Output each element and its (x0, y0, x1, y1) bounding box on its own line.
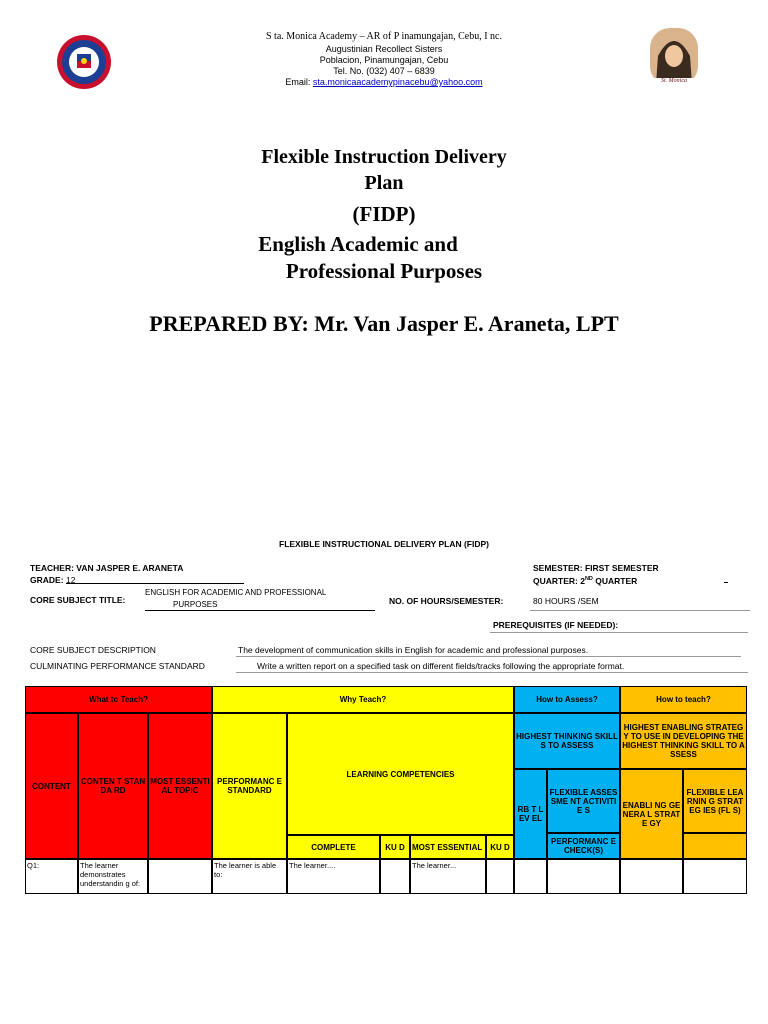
row-rbt (514, 859, 547, 894)
quarter-underline (724, 582, 728, 583)
kud-header-2: KU D (486, 835, 514, 859)
row-kud-1 (380, 859, 410, 894)
what-to-teach-header: What to Teach? (25, 686, 212, 713)
flexible-learning-header: FLEXIBLE LEARNIN G STRATEG IES (FL S) (683, 769, 747, 833)
title-line1: Flexible Instruction Delivery (261, 146, 507, 168)
content-header: CONTENT (25, 713, 78, 859)
how-to-teach-header: How to teach? (620, 686, 747, 713)
how-to-assess-header: How to Assess? (514, 686, 620, 713)
performance-checks-header: PERFORMANC E CHECK(S) (547, 833, 620, 859)
prereq-label: PREREQUISITES (IF NEEDED): (493, 620, 619, 630)
grade-label: GRADE: (30, 575, 64, 585)
description-label: CORE SUBJECT DESCRIPTION (30, 645, 156, 655)
core-subject-underline (145, 610, 375, 611)
description-value: The development of communication skills in English for academic and professional purposes. (238, 645, 589, 655)
row-assessment (547, 859, 620, 894)
content-standard-header: CONTEN T STANDA RD (78, 713, 148, 859)
description-underline (236, 656, 741, 657)
kud-header-1: KU D (380, 835, 410, 859)
row-essential: The learner... (410, 859, 486, 894)
core-subject-value-1: ENGLISH FOR ACADEMIC AND PROFESSIONAL (145, 588, 327, 597)
core-subject-label: CORE SUBJECT TITLE: (30, 595, 126, 605)
learning-competencies-header: LEARNING COMPETENCIES (287, 713, 514, 835)
title-line2: Plan (364, 172, 404, 194)
email-label: Email: (285, 77, 313, 87)
quarter-suffix: QUARTER (592, 575, 638, 586)
letterhead-line2: Augustinian Recollect Sisters (325, 44, 443, 54)
saint-caption: St. Monica (661, 78, 687, 84)
row-complete: The learner.... (287, 859, 380, 894)
hours-underline (530, 610, 750, 611)
form-heading: FLEXIBLE INSTRUCTIONAL DELIVERY PLAN (FIDP) (279, 539, 489, 549)
hours-value: 80 HOURS /SEM (533, 596, 599, 606)
prereq-underline (490, 632, 748, 633)
row-enabling (620, 859, 683, 894)
performance-standard-header: PERFORMANC E STANDARD (212, 713, 287, 859)
highest-thinking-header: HIGHEST THINKING SKILLS TO ASSESS (514, 713, 620, 769)
row-kud-2 (486, 859, 514, 894)
culminating-value: Write a written report on a specified task on different fields/tracks following the appropriate format. (257, 661, 625, 671)
letterhead-line4: Tel. No. (032) 407 – 6839 (333, 66, 435, 76)
subject-line1: English Academic and (258, 232, 458, 256)
why-teach-header: Why Teach? (212, 686, 514, 713)
highest-enabling-header: HIGHEST ENABLING STRATEGY TO USE IN DEVELOPING THE HIGHEST THINKING SKILL TO ASSESS (620, 713, 747, 769)
quarter-label (533, 574, 637, 586)
email-link[interactable]: sta.monicaacademypinacebu@yahoo.com (312, 77, 483, 87)
row-flexible-learning (683, 859, 747, 894)
grade-underline (66, 583, 244, 584)
most-essential-header: MOST ESSENTIAL (410, 835, 486, 859)
enabling-general-header: ENABLI NG GENERA L STRATE GY (620, 769, 683, 859)
culminating-underline (236, 672, 748, 673)
grade-value: 12 (66, 575, 76, 585)
quarter-text: QUARTER: 2 (533, 575, 585, 586)
culminating-label: CULMINATING PERFORMANCE STANDARD (30, 661, 205, 671)
row-performance-standard: The learner is able to: (212, 859, 287, 894)
prepared-by: PREPARED BY: Mr. Van Jasper E. Araneta, LPT (149, 311, 619, 336)
flexible-learning-sub (683, 833, 747, 859)
complete-header: COMPLETE (287, 835, 380, 859)
school-name: S ta. Monica Academy – AR of P inamungajan, Cebu, I nc. (266, 31, 502, 42)
semester-label: SEMESTER: FIRST SEMESTER (533, 563, 659, 573)
subject-line2: Professional Purposes (285, 259, 483, 283)
row-content-standard: The learner demonstrates understandin g of: (78, 859, 148, 894)
title-fidp: (FIDP) (352, 202, 416, 226)
rbt-level-header: RB T LEV EL (514, 769, 547, 859)
row-quarter: Q1: (25, 859, 78, 894)
core-subject-value-2: PURPOSES (173, 600, 218, 609)
quarter-sup: ND (584, 576, 593, 582)
letterhead-line3: Poblacion, Pinamungajan, Cebu (319, 55, 449, 65)
most-essential-topic-header: MOST ESSENTI AL TOPIC (148, 713, 212, 859)
flexible-assessment-header: FLEXIBLE ASSESSME NT ACTIVITIE S (547, 769, 620, 833)
row-topic (148, 859, 212, 894)
hours-label: NO. OF HOURS/SEMESTER: (389, 596, 504, 606)
teacher-label: TEACHER: VAN JASPER E. ARANETA (30, 563, 184, 573)
